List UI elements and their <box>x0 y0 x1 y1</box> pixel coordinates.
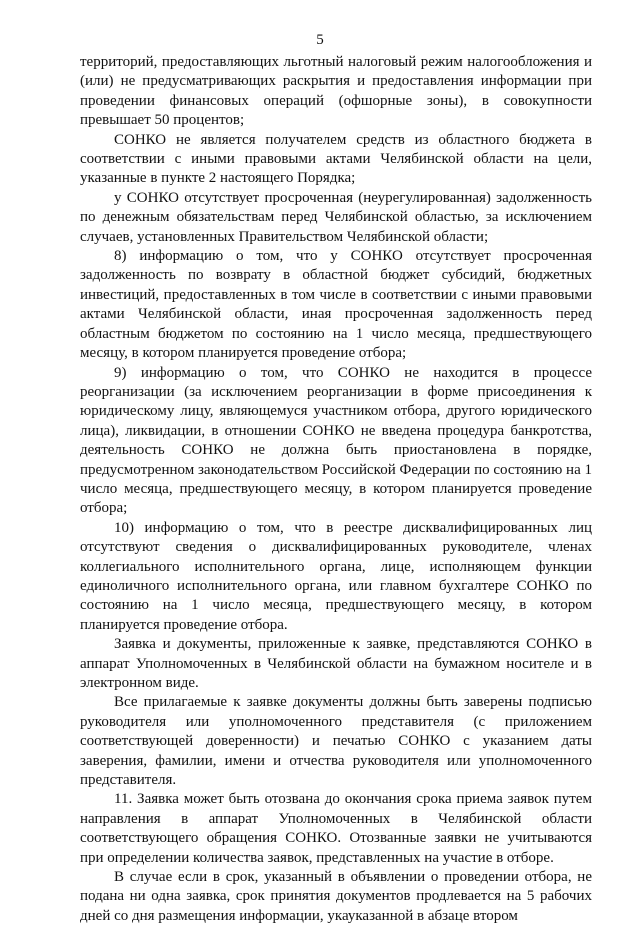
page-number: 5 <box>316 32 324 48</box>
document-body <box>80 53 592 926</box>
paragraph-item-10: 10) информацию о том, что в реестре дисквалифицированных лиц отсутствуют сведения о дисквалифицированных руководителе, членах коллегиального исполнительного органа, лице, исполняющем функции единоличного исполнительного органа, или главном бухгалтере СОНКО по состоянию на 1 число месяца, предшествующего месяцу, в котором планируется проведение отбора. <box>80 519 592 633</box>
paragraph-no-debt: у СОНКО отсутствует просроченная (неурегулированная) задолженность по денежным обязательствам перед Челябинской областью, за исключением случаев, установленных Правительством Челябинской области; <box>80 189 592 245</box>
paragraph-item-9: 9) информацию о том, что СОНКО не находится в процессе реорганизации (за исключением реорганизации в форме присоединения к юридическому лицу, являющемуся участником отбора, другого юридического лица), ликвидации, в отношении СОНКО не введена процедура банкротства, деятельность СОНКО не должна быть приостановлена в порядке, предусмотренном законодательством Российской Федерации по состоянию на 1 число месяца, предшествующего месяцу, в котором планируется проведение отбора; <box>80 364 592 517</box>
paragraph-certification: Все прилагаемые к заявке документы должны быть заверены подписью руководителя или уполномоченного представителя (с приложением соответствующей доверенности) и печатью СОНКО с указанием даты заверения, фамилии, имени и отчества руководителя или уполномоченного представителя. <box>80 694 592 789</box>
paragraph-submission: Заявка и документы, приложенные к заявке, представляются СОНКО в аппарат Уполномоченных в Челябинской области на бумажном носителе и в электронном виде. <box>80 636 592 691</box>
paragraph-item-8: 8) информацию о том, что у СОНКО отсутствует просроченная задолженность по возврату в областной бюджет субсидий, бюджетных инвестиций, предоставленных в том числе в соответствии с иными правовыми актами Челябинской области, иная просроченная задолженность перед областным бюджетом по состоянию на 1 число месяца, предшествующего месяцу, в котором планируется проведение отбора; <box>80 248 592 362</box>
paragraph-continuation: территорий, предоставляющих льготный налоговый режим налогообложения и (или) не предусматривающих раскрытия и предоставления информации при проведении финансовых операций (офшорные зоны), в совокупности превышает 50 процентов; <box>80 54 592 129</box>
paragraph-extension: В случае если в срок, указанный в объявлении о проведении отбора, не подана ни одна заявка, срок принятия документов продлевается на 5 рабочих дней со дня размещения информации, укауказанной в абзаце втором <box>80 869 592 924</box>
paragraph-item-11: 11. Заявка может быть отозвана до окончания срока приема заявок путем направления в аппарат Уполномоченных в Челябинской области соответствующего обращения СОНКО. Отозванные заявки не учитываются при определении количества заявок, представленных на участие в отборе. <box>80 791 592 866</box>
paragraph-no-budget-funds: СОНКО не является получателем средств из областного бюджета в соответствии с иными правовыми актами Челябинской области на цели, указанные в пункте 2 настоящего Порядка; <box>80 131 592 187</box>
